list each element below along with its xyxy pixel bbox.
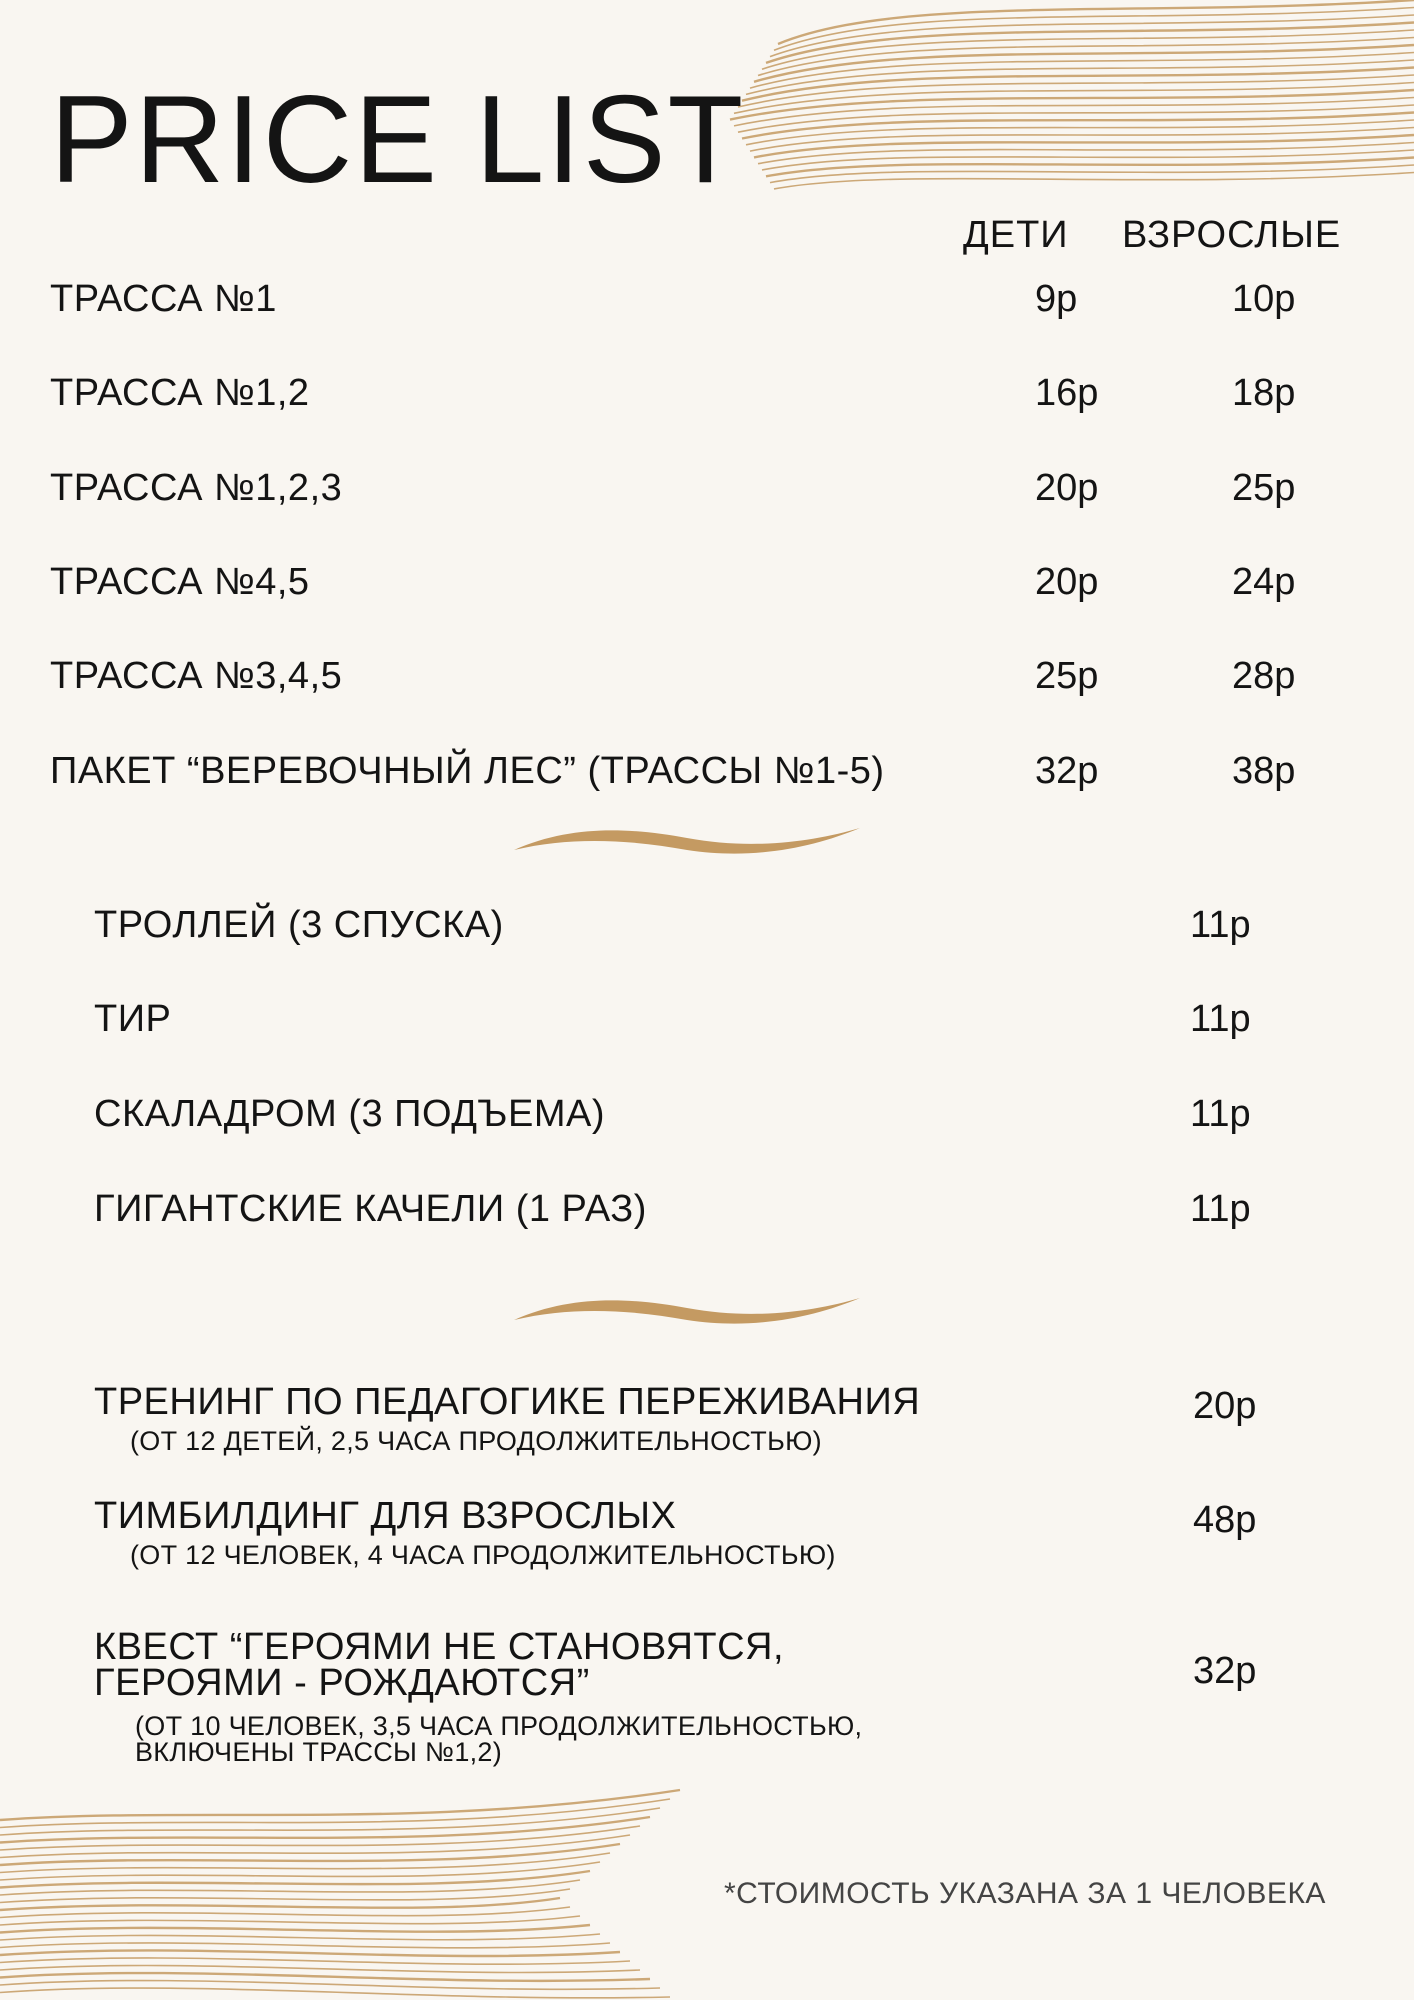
program-price: 48р [1193,1499,1257,1541]
price-kids: 9р [1035,278,1078,320]
service-price: 11р [1190,998,1251,1040]
column-header-adults: ВЗРОСЛЫЕ [1122,214,1342,256]
column-header-kids: ДЕТИ [963,214,1069,256]
price-kids: 25р [1035,655,1099,697]
item-name: ТРАССА №1 [50,278,277,320]
service-name: СКАЛАДРОМ (3 ПОДЪЕМА) [94,1093,606,1135]
price-kids: 20р [1035,467,1099,509]
service-price: 11р [1190,1093,1251,1135]
divider-swoosh [512,1292,862,1332]
item-name: ТРАССА №1,2,3 [50,467,343,509]
program-price: 20р [1193,1385,1257,1427]
program-name: ТРЕНИНГ ПО ПЕДАГОГИКЕ ПЕРЕЖИВАНИЯ [94,1381,921,1423]
program-name: ТИМБИЛДИНГ ДЛЯ ВЗРОСЛЫХ [94,1495,677,1537]
program-name: КВЕСТ “ГЕРОЯМИ НЕ СТАНОВЯТСЯ, [94,1626,785,1668]
divider-swoosh [512,822,862,862]
price-adults: 28р [1232,655,1296,697]
program-name-line2: ГЕРОЯМИ - РОЖДАЮТСЯ” [94,1662,590,1704]
item-name: ТРАССА №4,5 [50,561,310,603]
page-title: PRICE LIST [50,71,746,209]
price-adults: 38р [1232,750,1296,792]
program-note: (ОТ 12 ДЕТЕЙ, 2,5 ЧАСА ПРОДОЛЖИТЕЛЬНОСТЬЮ) [130,1426,822,1456]
decorative-brush-strokes-top [720,0,1414,200]
service-price: 11р [1190,904,1251,946]
service-name: ТИР [94,998,172,1040]
price-adults: 10р [1232,278,1296,320]
service-name: ТРОЛЛЕЙ (3 СПУСКА) [94,904,504,946]
price-kids: 20р [1035,561,1099,603]
footnote: *СТОИМОСТЬ УКАЗАНА ЗА 1 ЧЕЛОВЕКА [724,1877,1326,1910]
service-name: ГИГАНТСКИЕ КАЧЕЛИ (1 РАЗ) [94,1188,647,1230]
program-price: 32р [1193,1650,1257,1692]
item-name: ТРАССА №1,2 [50,372,310,414]
service-price: 11р [1190,1188,1251,1230]
price-adults: 25р [1232,467,1296,509]
price-adults: 24р [1232,561,1296,603]
program-note-line2: ВКЛЮЧЕНЫ ТРАССЫ №1,2) [135,1737,503,1767]
price-adults: 18р [1232,372,1296,414]
item-name: ПАКЕТ “ВЕРЕВОЧНЫЙ ЛЕС” (ТРАССЫ №1-5) [50,750,885,792]
price-kids: 32р [1035,750,1099,792]
price-kids: 16р [1035,372,1099,414]
item-name: ТРАССА №3,4,5 [50,655,343,697]
program-note: (ОТ 10 ЧЕЛОВЕК, 3,5 ЧАСА ПРОДОЛЖИТЕЛЬНОСТЬЮ, [135,1711,863,1741]
program-note: (ОТ 12 ЧЕЛОВЕК, 4 ЧАСА ПРОДОЛЖИТЕЛЬНОСТЬЮ) [130,1540,836,1570]
decorative-brush-strokes-bottom [0,1800,720,2000]
